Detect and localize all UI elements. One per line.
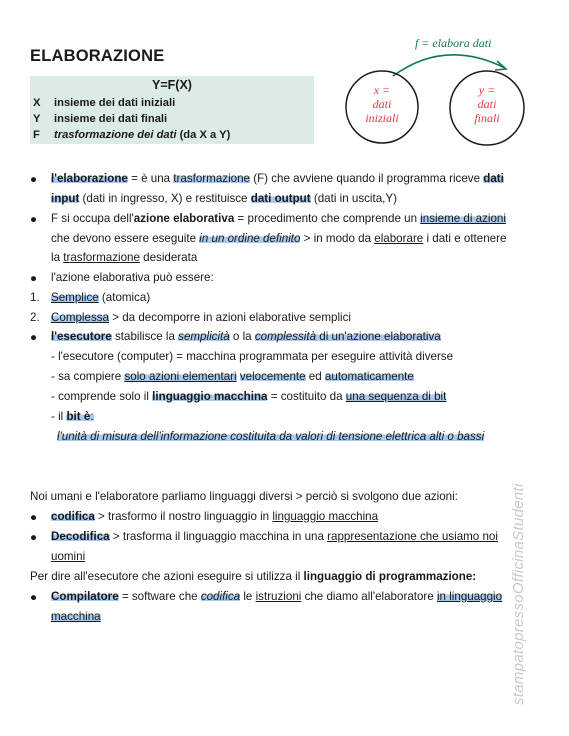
term: macchina <box>51 610 101 623</box>
note-line <box>51 192 397 205</box>
note-line <box>51 212 506 225</box>
bullet-marker: ● <box>30 511 38 524</box>
definition-text: l'unità di misura dell'informazione costituita da valori di tensione elettrica alti o bassi <box>57 430 485 443</box>
formula-heading: Y=F(X) <box>152 78 192 92</box>
term: input <box>51 192 80 205</box>
bullet-marker: ● <box>30 213 38 226</box>
term: codifica <box>200 590 241 603</box>
note-line <box>51 550 85 563</box>
note-line: - l'esecutore (computer) = macchina programmata per eseguire attività diverse <box>51 350 454 363</box>
text: > trasforma il linguaggio macchina in una <box>109 530 328 543</box>
text: stabilisce la <box>111 330 179 343</box>
note-line <box>30 570 476 583</box>
text: : <box>90 410 94 423</box>
text: che diamo all'elaboratore <box>301 590 437 603</box>
term: l'esecutore <box>51 330 112 343</box>
bullet-marker: ● <box>30 531 38 544</box>
text: le <box>240 590 256 603</box>
text: - il <box>51 410 67 423</box>
text: > in modo da <box>300 232 375 245</box>
term: elaborare <box>374 232 424 245</box>
term: una sequenza di bit <box>345 390 447 403</box>
text: - sa compiere <box>51 370 125 383</box>
definition-box <box>30 76 314 144</box>
term: insieme di azioni <box>420 212 506 225</box>
term: linguaggio di programmazione: <box>303 570 477 583</box>
text: o la <box>229 330 255 343</box>
term: azione elaborativa <box>133 212 235 225</box>
definition-row-f <box>33 129 230 141</box>
definition-row-y <box>33 113 167 125</box>
left-circle-line-2: dati <box>372 97 392 111</box>
term: dati output <box>250 192 311 205</box>
term: istruzioni <box>255 590 302 603</box>
term: Semplice <box>51 291 99 304</box>
definition-row-x <box>33 97 175 109</box>
text: - comprende solo il <box>51 390 153 403</box>
right-circle-line-1: y = <box>478 83 496 97</box>
note-line <box>51 590 502 603</box>
note-line <box>51 610 101 623</box>
note-line: Noi umani e l'elaboratore parliamo linguaggi diversi > perciò si svolgono due azioni: <box>30 490 458 503</box>
row-key: F <box>33 129 40 141</box>
note-line: l'azione elaborativa può essere: <box>51 271 214 284</box>
term: codifica <box>51 510 95 523</box>
right-circle-line-3: finali <box>474 111 500 125</box>
term: in un ordine definito <box>199 232 301 245</box>
page-title: ELABORAZIONE <box>30 47 165 65</box>
note-line <box>51 390 446 403</box>
text: i dati e ottenere <box>423 232 507 245</box>
bullet-marker: ● <box>30 272 38 285</box>
note-line <box>51 510 378 523</box>
text: (dati in ingresso, X) e restituisce <box>79 192 251 205</box>
left-circle-line-1: x = <box>373 83 391 97</box>
term: linguaggio macchina <box>272 510 379 523</box>
watermark: stampatopressoOfficinaStudenti <box>510 483 527 705</box>
note-line <box>51 251 197 264</box>
text: = è una <box>127 172 174 185</box>
term: l'elaborazione <box>51 172 128 185</box>
row-key: X <box>33 97 41 109</box>
note-line <box>51 370 414 383</box>
term: Complessa <box>51 311 109 324</box>
left-circle-line-3: iniziali <box>365 111 399 125</box>
right-circle-line-2: dati <box>477 97 497 111</box>
bullet-marker: ● <box>30 591 38 604</box>
note-line <box>51 232 506 245</box>
bullet-marker: ● <box>30 331 38 344</box>
text: F si occupa dell' <box>51 212 134 225</box>
text: ed <box>305 370 325 383</box>
row-key: Y <box>33 113 41 125</box>
row-value: trasformazione dei dati <box>54 129 177 141</box>
term: velocemente <box>239 370 306 383</box>
text: > da decomporre in azioni elaborative semplici <box>109 311 351 324</box>
note-line <box>51 172 504 185</box>
term: automaticamente <box>324 370 414 383</box>
text: = software che <box>118 590 201 603</box>
term: trasformazione <box>63 251 140 264</box>
note-line <box>51 330 441 343</box>
term: Compilatore <box>51 590 119 603</box>
number-marker: 2. <box>30 311 40 324</box>
term: Decodifica <box>51 530 110 543</box>
text: = costituito da <box>267 390 346 403</box>
text: (dati in uscita,Y) <box>310 192 397 205</box>
term: complessità <box>254 330 317 343</box>
term: solo azioni elementari <box>124 370 237 383</box>
term: dati <box>483 172 504 185</box>
row-suffix: (da X a Y) <box>176 129 231 141</box>
handwritten-diagram <box>335 28 535 156</box>
term: semplicità <box>178 330 230 343</box>
text: = procedimento che comprende un <box>234 212 421 225</box>
arrow-curve <box>393 55 505 76</box>
term: bit è <box>66 410 91 423</box>
arrow-label: f = elabora dati <box>415 36 492 50</box>
bullet-marker: ● <box>30 173 38 186</box>
note-line <box>51 311 351 324</box>
row-value: insieme dei dati finali <box>54 113 168 125</box>
text: > trasformo il nostro linguaggio in <box>94 510 273 523</box>
text: desiderata <box>139 251 198 264</box>
term: trasformazione <box>173 172 250 185</box>
text: la <box>51 251 64 264</box>
term: uomini <box>51 550 86 563</box>
text: di un'azione elaborativa <box>316 330 441 343</box>
note-line <box>51 291 150 304</box>
term: rappresentazione che usiamo noi <box>327 530 498 543</box>
note-line <box>51 410 94 423</box>
text: che devono essere eseguite <box>51 232 200 245</box>
row-value: insieme dei dati iniziali <box>54 97 176 109</box>
note-line <box>57 430 484 443</box>
term: in linguaggio <box>436 590 503 603</box>
number-marker: 1. <box>30 291 40 304</box>
term: linguaggio macchina <box>152 390 268 403</box>
text: (F) che avviene quando il programma riceve <box>250 172 484 185</box>
text: Per dire all'esecutore che azioni eseguire si utilizza il <box>30 570 304 583</box>
text: (atomica) <box>98 291 151 304</box>
note-line <box>51 530 498 543</box>
